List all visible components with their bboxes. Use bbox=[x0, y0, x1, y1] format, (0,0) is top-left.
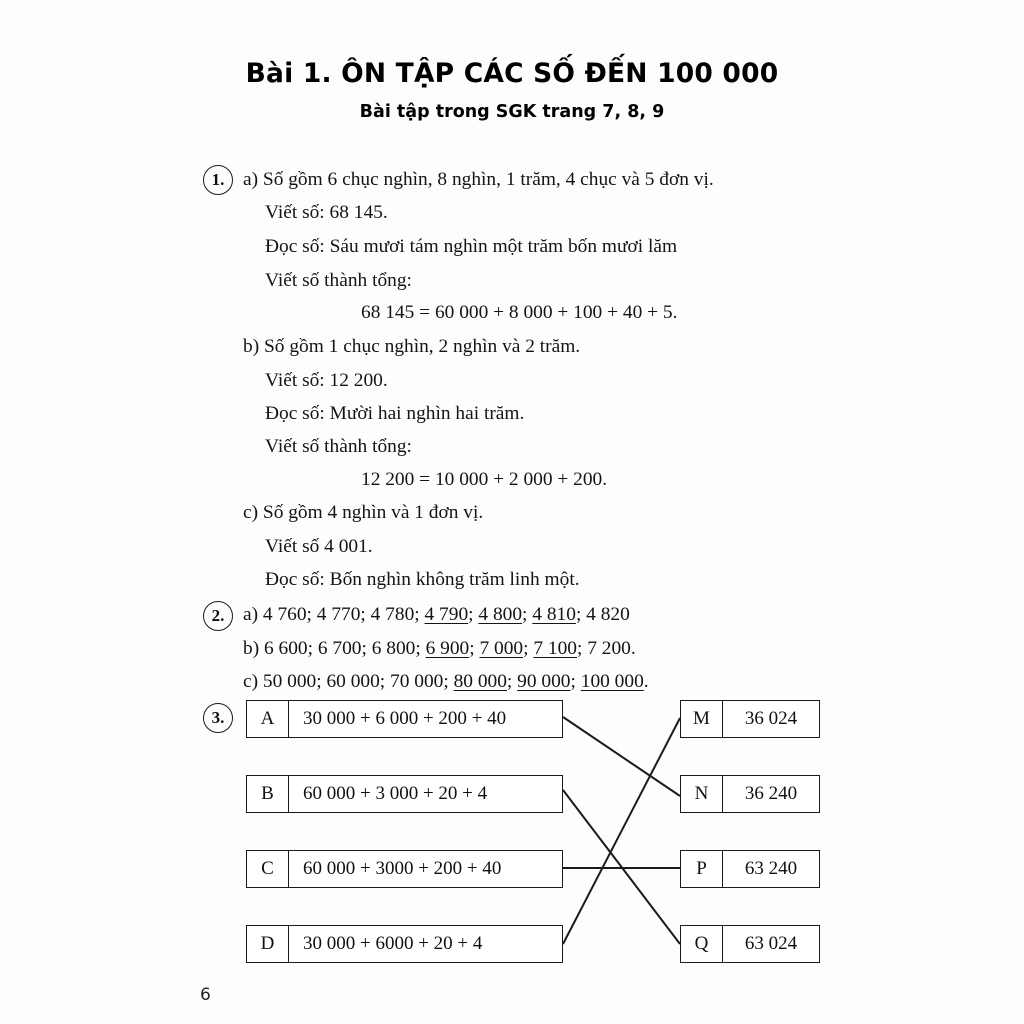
matching-box-value: 30 000 + 6 000 + 200 + 40 bbox=[303, 708, 507, 729]
matching-box-label: N bbox=[681, 776, 723, 812]
matching-box-value: 60 000 + 3 000 + 20 + 4 bbox=[303, 783, 488, 804]
matching-box-value: 63 240 bbox=[744, 858, 798, 879]
matching-box-label: P bbox=[681, 851, 723, 887]
matching-box-label: C bbox=[247, 851, 289, 887]
exercise-1-line: Viết số: 12 200. bbox=[265, 370, 388, 391]
sequence-given: c) 50 000; 60 000; 70 000; bbox=[243, 671, 454, 692]
matching-box-c[interactable] bbox=[246, 850, 563, 888]
page-header bbox=[0, 58, 1024, 122]
matching-box-q[interactable] bbox=[680, 925, 820, 963]
matching-line-b-q bbox=[563, 790, 680, 944]
exercise-1-line: Viết số thành tổng: bbox=[265, 270, 412, 291]
page-subtitle: Bài tập trong SGK trang 7, 8, 9 bbox=[359, 102, 665, 122]
exercise-marker-3: 3. bbox=[203, 703, 233, 733]
exercise-1-line: a) Số gồm 6 chục nghìn, 8 nghìn, 1 trăm, 4 chục và 5 đơn vị. bbox=[243, 169, 714, 190]
exercise-1-line: 68 145 = 60 000 + 8 000 + 100 + 40 + 5. bbox=[361, 302, 678, 323]
matching-box-label: D bbox=[247, 926, 289, 962]
matching-box-d[interactable] bbox=[246, 925, 563, 963]
matching-line-a-n bbox=[563, 717, 680, 796]
sequence-separator: ; bbox=[506, 671, 518, 692]
exercise-1-line: Viết số: 68 145. bbox=[265, 202, 388, 223]
exercise-1-line: c) Số gồm 4 nghìn và 1 đơn vị. bbox=[243, 502, 484, 523]
page-number: 6 bbox=[200, 985, 211, 1005]
sequence-answer: 4 790 bbox=[424, 604, 469, 625]
sequence-given: a) 4 760; 4 770; 4 780; bbox=[243, 604, 425, 625]
matching-box-a[interactable] bbox=[246, 700, 563, 738]
exercise-1-line: Đọc số: Mười hai nghìn hai trăm. bbox=[265, 403, 525, 424]
sequence-given: b) 6 600; 6 700; 6 800; bbox=[243, 638, 426, 659]
exercise-1-line: b) Số gồm 1 chục nghìn, 2 nghìn và 2 trăm. bbox=[243, 336, 581, 357]
sequence-answer: 7 100 bbox=[533, 638, 578, 659]
sequence-tail: ; 7 200. bbox=[577, 638, 636, 659]
exercise-1-line: Viết số thành tổng: bbox=[265, 436, 412, 457]
exercise-marker-1: 1. bbox=[203, 165, 233, 195]
matching-box-m[interactable] bbox=[680, 700, 820, 738]
matching-box-value: 36 240 bbox=[744, 783, 798, 804]
matching-box-p[interactable] bbox=[680, 850, 820, 888]
page-title: Bài 1. ÔN TẬP CÁC SỐ ĐẾN 100 000 bbox=[245, 58, 779, 89]
sequence-separator: ; bbox=[523, 638, 534, 659]
exercise-marker-2: 2. bbox=[203, 601, 233, 631]
sequence-separator: ; bbox=[468, 604, 479, 625]
sequence-answer: 100 000 bbox=[580, 671, 644, 692]
exercise-2-line bbox=[243, 605, 630, 624]
exercise-2-line bbox=[243, 639, 636, 658]
exercise-1-line: Viết số 4 001. bbox=[265, 536, 373, 557]
matching-box-value: 63 024 bbox=[744, 933, 798, 954]
sequence-separator: ; bbox=[522, 604, 533, 625]
matching-line-d-m bbox=[563, 718, 680, 944]
matching-box-value: 30 000 + 6000 + 20 + 4 bbox=[303, 933, 483, 954]
sequence-separator: ; bbox=[570, 671, 581, 692]
matching-box-label: B bbox=[247, 776, 289, 812]
sequence-tail: ; 4 820 bbox=[575, 604, 630, 625]
sequence-answer: 4 810 bbox=[532, 604, 576, 625]
exercise-1-line: 12 200 = 10 000 + 2 000 + 200. bbox=[361, 469, 608, 490]
sequence-answer: 80 000 bbox=[453, 671, 507, 692]
exercise-2-line bbox=[243, 672, 649, 691]
exercise-1-line: Đọc số: Sáu mươi tám nghìn một trăm bốn mươi lăm bbox=[265, 236, 678, 257]
matching-box-label: Q bbox=[681, 926, 723, 962]
exercise-1-line: Đọc số: Bốn nghìn không trăm linh một. bbox=[265, 569, 580, 590]
sequence-answer: 90 000 bbox=[517, 671, 571, 692]
sequence-answer: 7 000 bbox=[479, 638, 524, 659]
matching-box-value: 36 024 bbox=[744, 708, 798, 729]
matching-box-label: A bbox=[247, 701, 289, 737]
sequence-answer: 6 900 bbox=[425, 638, 470, 659]
matching-box-value: 60 000 + 3000 + 200 + 40 bbox=[303, 858, 502, 879]
sequence-answer: 4 800 bbox=[478, 604, 523, 625]
matching-box-n[interactable] bbox=[680, 775, 820, 813]
matching-box-b[interactable] bbox=[246, 775, 563, 813]
matching-box-label: M bbox=[681, 701, 723, 737]
sequence-separator: ; bbox=[469, 638, 480, 659]
sequence-tail: . bbox=[643, 671, 649, 692]
